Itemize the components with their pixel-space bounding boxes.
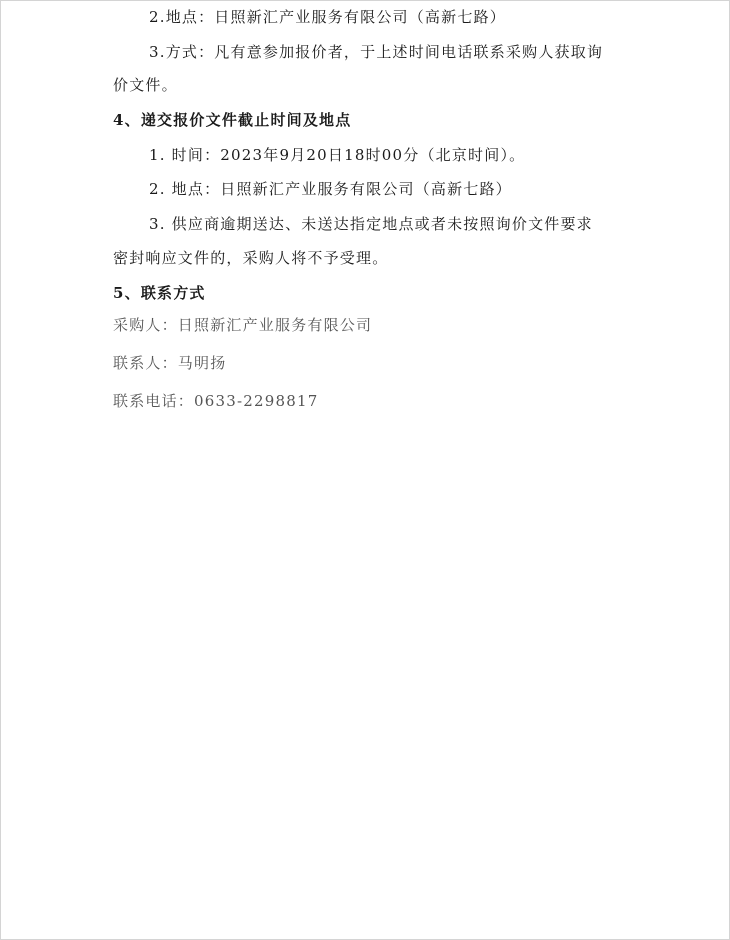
contact-person-line: 联系人：马明扬 xyxy=(113,354,227,372)
section4-item3-line2: 密封响应文件的，采购人将不予受理。 xyxy=(113,249,389,267)
section4-item1-time: 1. 时间：2023年9月20日18时00分（北京时间）。 xyxy=(149,146,526,164)
section4-heading: 4、递交报价文件截止时间及地点 xyxy=(113,111,352,129)
section3-item2-location: 2.地点：日照新汇产业服务有限公司（高新七路） xyxy=(149,8,506,26)
purchaser-line: 采购人：日照新汇产业服务有限公司 xyxy=(113,316,373,334)
section3-item3-method-line1: 3.方式：凡有意参加报价者，于上述时间电话联系采购人获取询 xyxy=(149,43,604,61)
section4-item3-line1: 3. 供应商逾期送达、未送达指定地点或者未按照询价文件要求 xyxy=(149,215,593,233)
section5-heading: 5、联系方式 xyxy=(113,284,206,302)
section3-item3-method-line2: 价文件。 xyxy=(113,76,178,94)
section4-item2-location: 2. 地点：日照新汇产业服务有限公司（高新七路） xyxy=(149,180,512,198)
contact-phone-line: 联系电话：0633-2298817 xyxy=(113,392,319,410)
